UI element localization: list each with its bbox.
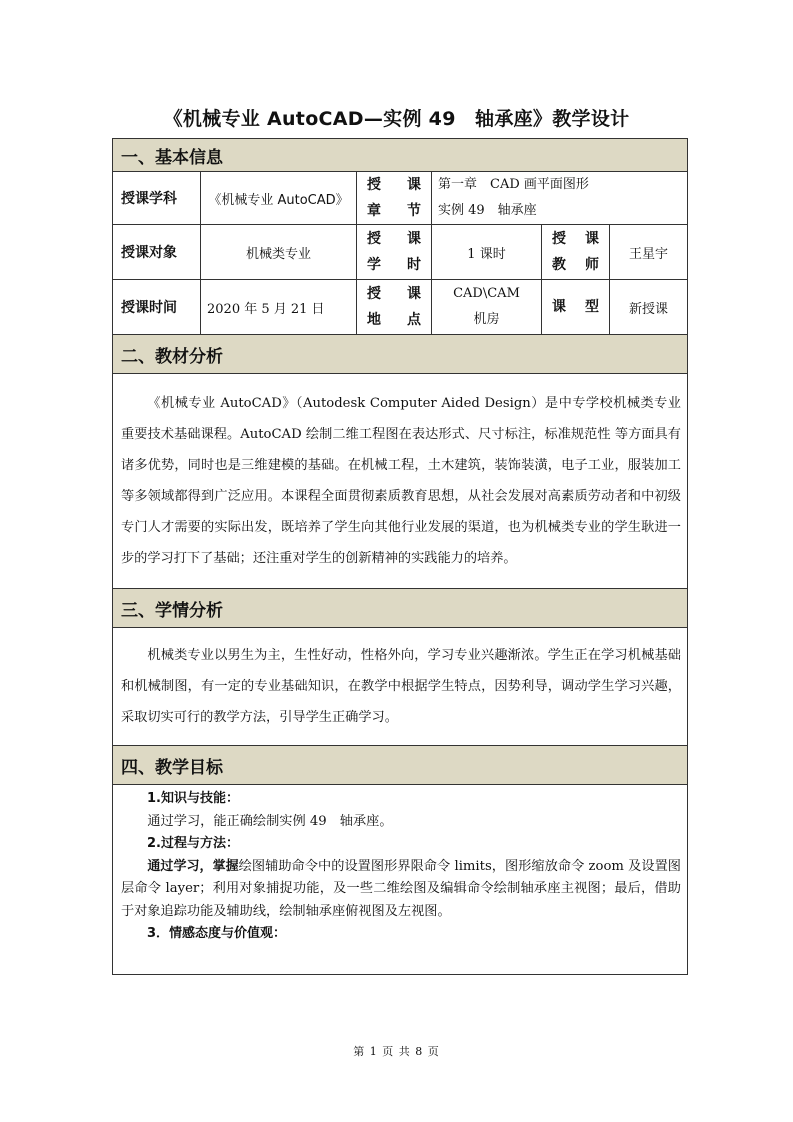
- place-label: 授 课 地 点: [357, 280, 432, 335]
- subject-value: 《机械专业 AutoCAD》: [201, 172, 357, 225]
- section-textbook-analysis: 二、教材分析: [113, 335, 688, 374]
- chapter-label: 授 课 章 节: [357, 172, 432, 225]
- audience-label: 授课对象: [113, 225, 201, 280]
- subject-label: 授课学科: [113, 172, 201, 225]
- section-student-analysis: 三、学情分析: [113, 589, 688, 628]
- goal-2-text: 通过学习，掌握绘图辅助命令中的设置图形界限命令 limits，图形缩放命令 zoom 及设置图层命令 layer；利用对象捕捉功能，及一些二维绘图及编辑命令绘制轴承座主视图；最后，借助于对象追踪功能及辅助线，绘制轴承座俯视图及左视图。: [121, 858, 681, 919]
- goal-2-title: 2.过程与方法：: [147, 836, 239, 851]
- audience-value: 机械类专业: [201, 225, 357, 280]
- teacher-value: 王星宇: [610, 225, 688, 280]
- hours-label: 授 课 学 时: [357, 225, 432, 280]
- time-value: 2020 年 5 月 21 日: [201, 280, 357, 335]
- type-value: 新授课: [610, 280, 688, 335]
- teacher-label: 授 课 教 师: [542, 225, 610, 280]
- page-title: 《机械专业 AutoCAD—实例 49 轴承座》教学设计: [163, 108, 630, 130]
- lesson-design-table: [112, 138, 688, 975]
- goal-1-title: 1.知识与技能：: [147, 791, 239, 806]
- goal-3-title: 3．情感态度与价值观：: [147, 926, 287, 941]
- section-teaching-goals: 四、教学目标: [113, 746, 688, 785]
- teaching-goals-content: [113, 785, 688, 975]
- hours-value: 1 课时: [432, 225, 542, 280]
- type-label: 课 型: [542, 280, 610, 335]
- textbook-analysis-text: 《机械专业 AutoCAD》（Autodesk Computer Aided Design）是中专学校机械类专业重要技术基础课程。AutoCAD 绘制二维工程图在表达形式、尺寸标注，标准规范性 等方面具有诸多优势，同时也是三维建模的基础。在机械工程，土木建筑，装饰装潢，电子工业，服装加工等多领域都得到广泛应用。本课程全面贯彻素质教育思想，从社会发展对高素质劳动者和中初级专门人才需要的实际出发，既培养了学生向其他行业发展的渠道，也为机械类专业的学生耿进一步的学习打下了基础；还注重对学生的创新精神的实践能力的培养。: [113, 374, 688, 589]
- chapter-value: 第一章 CAD 画平面图形 实例 49 轴承座: [432, 172, 688, 225]
- student-analysis-text: 机械类专业以男生为主，生性好动，性格外向，学习专业兴趣渐浓。学生正在学习机械基础和机械制图，有一定的专业基础知识，在教学中根据学生特点，因势利导，调动学生学习兴趣，采取切实可行的教学方法，引导学生正确学习。: [113, 628, 688, 746]
- place-value: CAD\CAM 机房: [432, 280, 542, 335]
- page-footer: 第 1 页 共 8 页: [353, 1045, 440, 1058]
- time-label: 授课时间: [113, 280, 201, 335]
- section-basic-info: 一、基本信息: [113, 139, 688, 172]
- goal-1-text: 通过学习，能正确绘制实例 49 轴承座。: [147, 813, 393, 829]
